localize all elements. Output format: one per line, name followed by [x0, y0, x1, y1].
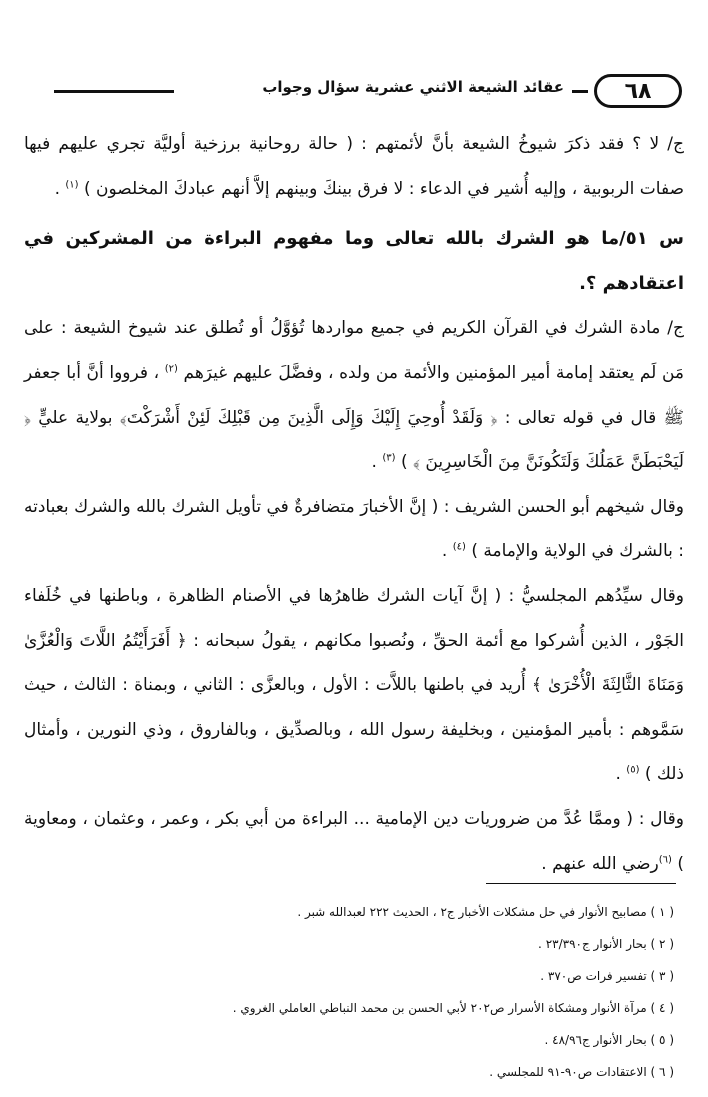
answer1-text: ج/ لا ؟ فقد ذكرَ شيوخُ الشيعة بأنَّ لأئمتهم : ( حالة روحانية برزخية أوليَّة تجري عليهم فيها صفات الربوبية ، وإليه أُشير في الدعاء : لا فرق بينكَ وبينهم إلاَّ أنهم عبادكَ المخلصون ): [24, 134, 684, 199]
footnote-item: ( ٦ ) الاعتقادات ص٩٠-٩١ للمجلسي .: [489, 1065, 674, 1079]
punctuation: .: [615, 764, 621, 785]
footnote-item: ( ٣ ) تفسير فرات ص٣٧٠ .: [540, 969, 674, 983]
footnote-ref: (٤): [452, 541, 466, 553]
footnote-item: ( ١ ) مصابيح الأنوار في حل مشكلات الأخبار ج٢ ، الحديث ٢٢٢ لعبدالله شبر .: [297, 905, 674, 919]
answer-paragraph-2: [24, 306, 684, 484]
footnote-item: ( ٥ ) بحار الأنوار ج٤٨/٩٦ .: [544, 1033, 674, 1047]
baraa-paragraph: [24, 797, 684, 886]
footnote-separator: [486, 883, 676, 884]
footnote-ref: (٣): [382, 452, 396, 464]
footnote-ref: (٦): [658, 853, 672, 865]
footnote-ref: (١): [65, 178, 79, 190]
answer2-text-a: ج/ مادة الشرك في القرآن الكريم في جميع مواردها تُؤوَّلُ أو تُطلق عند شيوخ الشيعة : على مَن لَم يعتقد إمامة أمير المؤمنين والأئمة من ولده ، وفضَّلَ عليهم غيرَهم: [24, 318, 684, 383]
footnote-ref: (٢): [164, 363, 178, 375]
footnote-ref: (٥): [626, 764, 640, 776]
majlisi-paragraph: [24, 574, 684, 797]
sharif-text: وقال شيخهم أبو الحسن الشريف : ( إنَّ الأخبارَ متضافرةٌ في تأويل الشرك بالله والشرك بعبادته : بالشرك في الولاية والإمامة ): [24, 496, 684, 562]
page-number: ٦٨: [594, 74, 682, 108]
question-text: ما هو الشرك بالله تعالى وما مفهوم البراءة من المشركين في اعتقادهم ؟.: [24, 228, 684, 294]
footnote-item: ( ٢ ) بحار الأنوار ج٢٣/٣٩٠ .: [538, 937, 674, 951]
baraa-text: وقال : ( وممَّا عُدَّ من ضروريات دين الإمامية ... البراءة من أبي بكر ، وعمر ، وعثمان ، ومعاوية ): [24, 808, 684, 874]
answer2-text-b: ، فرووا أنَّ أبا جعفر ﷺ قال في قوله تعالى : ﴿ وَلَقَدْ أُوحِيَ إِلَيْكَ وَإِلَى الَّذِينَ مِن قَبْلِكَ لَئِنْ أَشْرَكْتَ﴾ بولاية عليٍّ ﴿ لَيَحْبَطَنَّ عَمَلُكَ وَلَتَكُونَنَّ مِنَ الْخَاسِرِينَ ﴾ ): [24, 362, 684, 473]
page-header: [32, 74, 682, 110]
majlisi-text: وقال سيِّدُهم المجلسيُّ : ( إنَّ آيات الشرك ظاهرُها في الأصنام الظاهرة ، وباطنها في خُلَفاء الجَوْر ، الذين أُشركوا مع أئمة الحقِّ ، ونُصبوا مكانهم ، يقولُ سبحانه : ﴿ أَفَرَأَيْتُمُ اللَّاتَ وَالْعُزَّىٰ وَمَنَاةَ الثَّالِثَةَ الْأُخْرَىٰ ﴾ أُريد في باطنها باللاَّت : الأول ، وبالعزَّى : الثاني ، وبمناة : الثالث ، حيث سَمَّوهم : بأمير المؤمنين ، وبخليفة رسول الله ، وبالصدِّيق ، وبالفاروق ، وذي النورين ، وأمثال ذلك ): [24, 585, 684, 785]
footnotes: [34, 896, 674, 1088]
question-number: س ٥١/: [619, 228, 684, 250]
sharif-paragraph: [24, 485, 684, 574]
page-body: [24, 122, 684, 886]
question-heading: [24, 217, 684, 306]
punctuation: .: [54, 178, 60, 199]
punctuation: .: [371, 452, 377, 473]
book-title: عقائد الشيعة الاثني عشرية سؤال وجواب: [254, 78, 572, 96]
punctuation: .: [441, 541, 448, 562]
closing-text: رضي الله عنهم .: [541, 853, 659, 874]
header-rule-left: [54, 90, 174, 93]
footnote-item: ( ٤ ) مرآة الأنوار ومشكاة الأسرار ص٢٠٢ لأبي الحسن بن محمد النباطي العاملي الغروي .: [232, 1001, 674, 1015]
answer-paragraph-1: [24, 122, 684, 211]
